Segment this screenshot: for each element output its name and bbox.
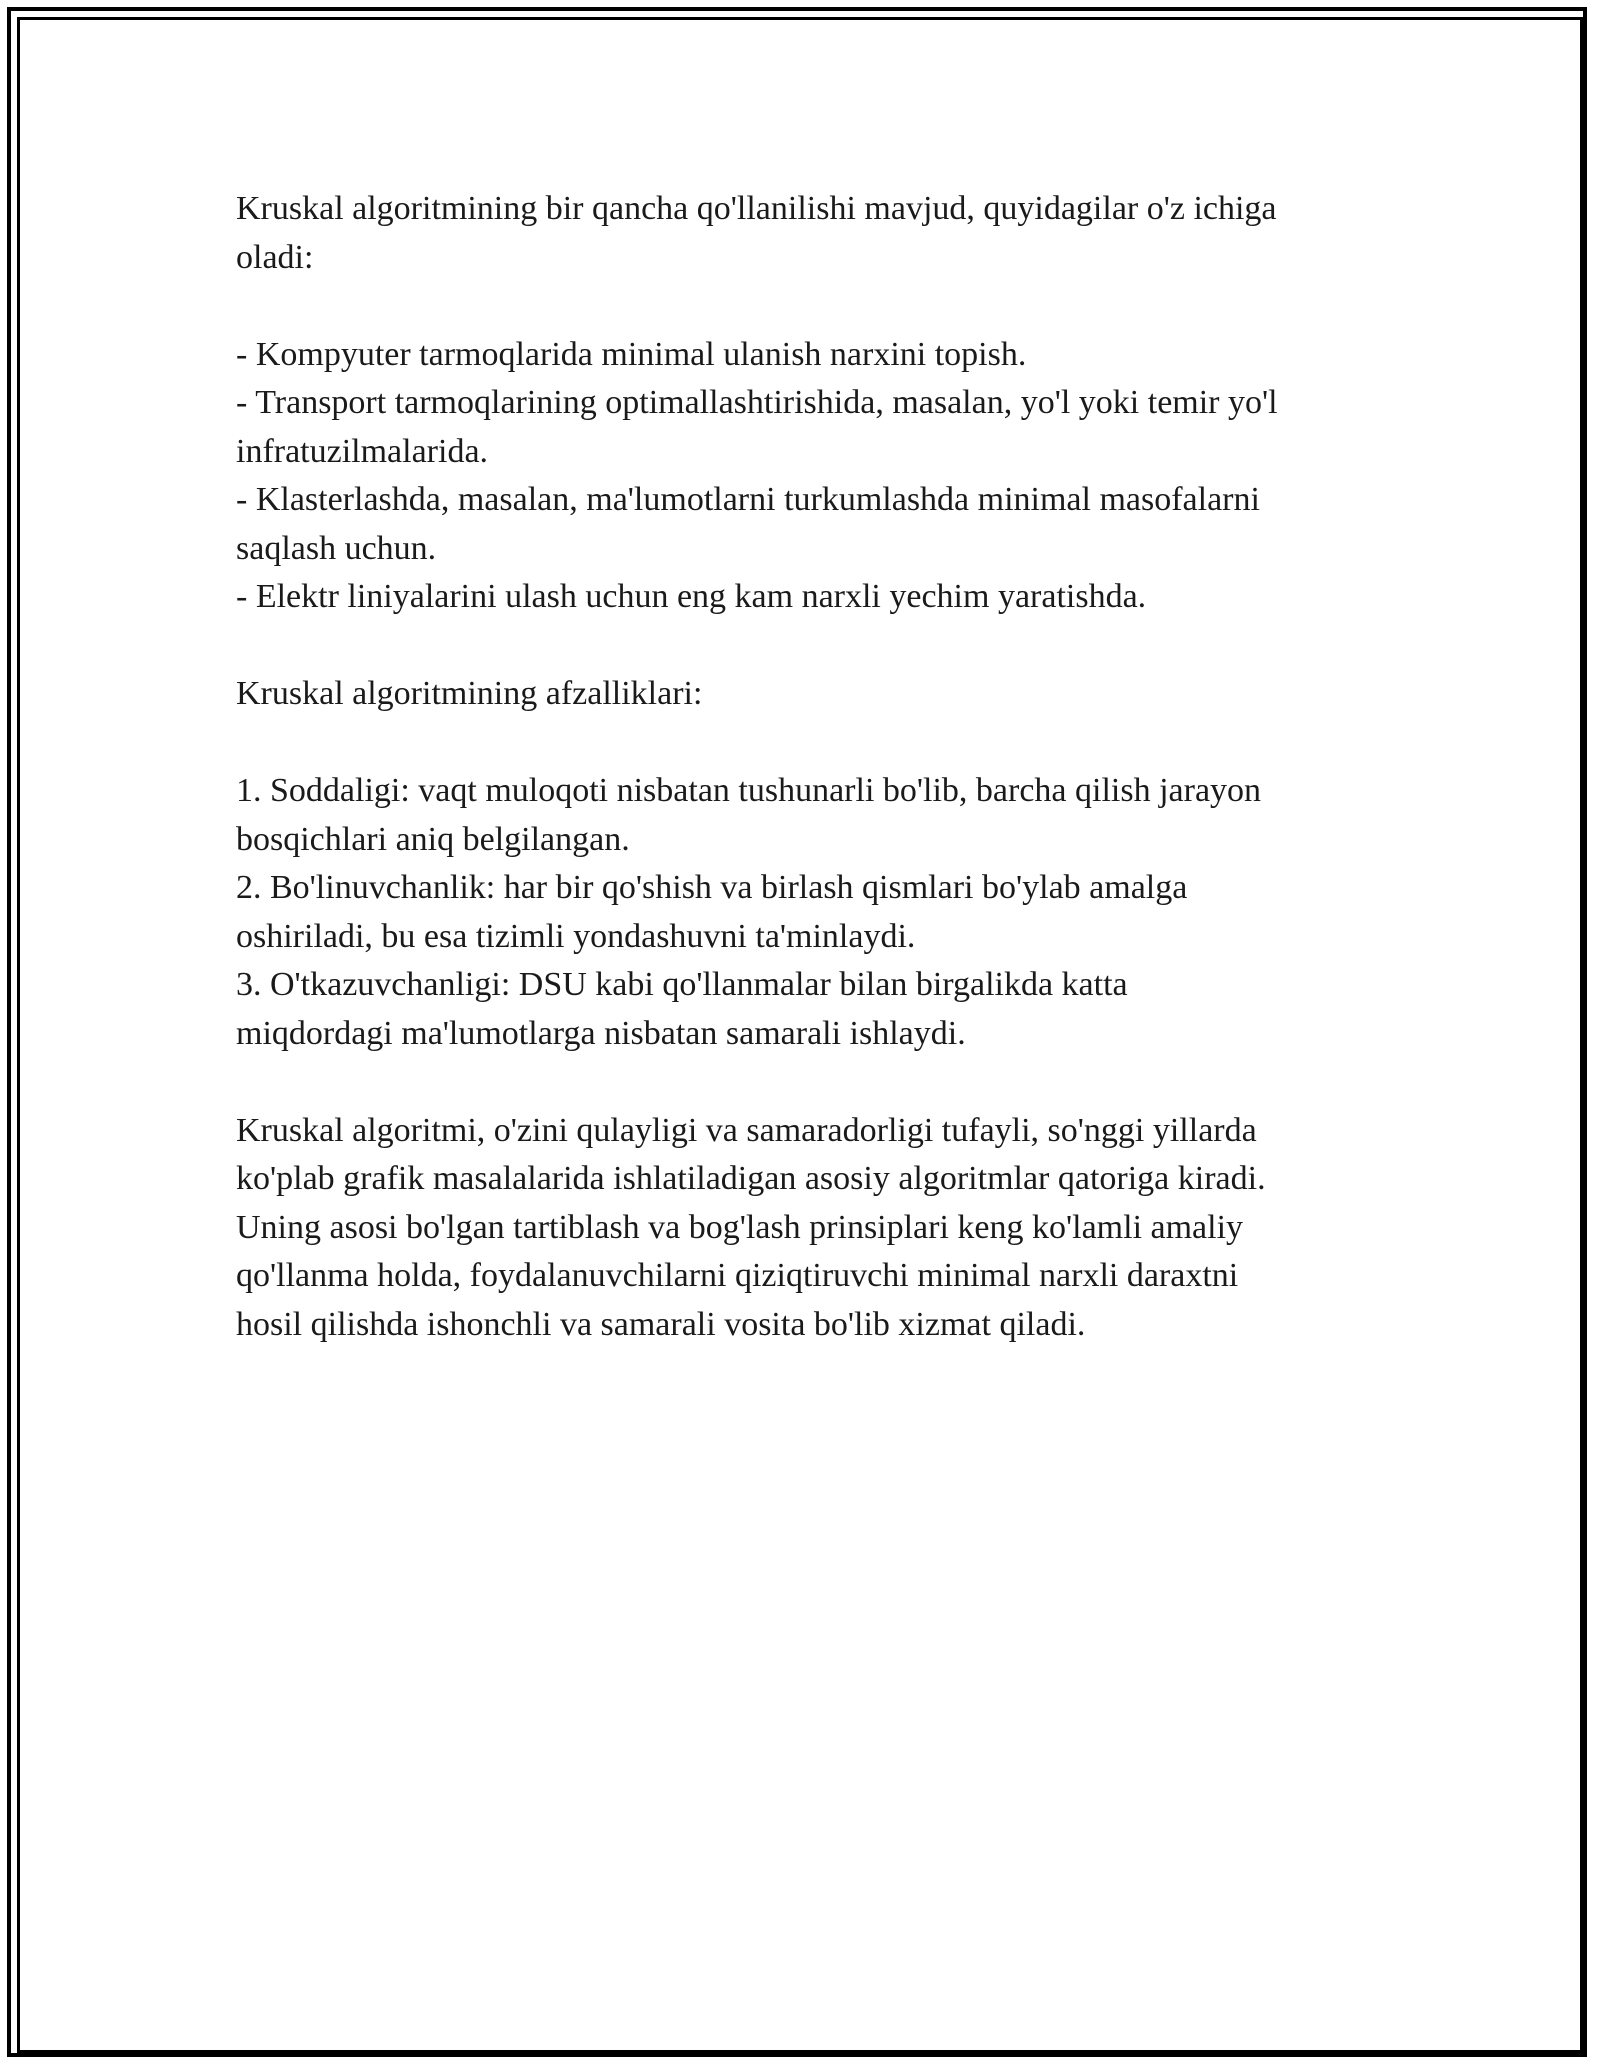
text-line: oladi: [236, 238, 314, 276]
text-line: 1. Soddaligi: vaqt muloqoti nisbatan tushunarli bo'lib, barcha qilish jarayon [236, 772, 1262, 809]
paragraph-gap [236, 719, 1396, 768]
paragraph-gap [236, 282, 1396, 331]
text-line: - Klasterlashda, masalan, ma'lumotlarni turkumlashda minimal masofalarni [236, 481, 1260, 518]
list-item [236, 864, 1396, 961]
text-line: Uning asosi bo'lgan tartiblash va bog'lash prinsiplari keng ko'lamli amaliy [236, 1208, 1244, 1246]
text-line: saqlash uchun. [236, 529, 437, 567]
list-item [236, 331, 1396, 380]
text-line: qo'llanma holda, foydalanuvchilarni qiziqtiruvchi minimal narxli daraxtni [236, 1257, 1239, 1294]
text-line: Kruskal algoritmi, o'zini qulayligi va samaradorligi tufayli, so'nggi yillarda [236, 1111, 1257, 1149]
text-line: Kruskal algoritmining bir qancha qo'llanilishi mavjud, quyidagilar o'z ichiga [236, 190, 1277, 227]
text-line: - Elektr liniyalarini ulash uchun eng kam narxli yechim yaratishda. [236, 578, 1147, 615]
advantages-heading [236, 670, 1396, 719]
list-item [236, 476, 1396, 573]
text-line: 2. Bo'linuvchanlik: har bir qo'shish va birlash qismlari bo'ylab amalga [236, 869, 1188, 906]
list-item [236, 767, 1396, 864]
text-line: Kruskal algoritmining afzalliklari: [236, 675, 703, 712]
list-item [236, 379, 1396, 476]
list-item [236, 961, 1396, 1058]
text-line: - Kompyuter tarmoqlarida minimal ulanish narxini topish. [236, 335, 1027, 373]
text-line: - Transport tarmoqlarining optimallashtirishida, masalan, yo'l yoki temir yo'l [236, 384, 1278, 421]
text-line: bosqichlari aniq belgilangan. [236, 820, 630, 858]
applications-list [236, 331, 1396, 622]
paragraph-gap [236, 622, 1396, 671]
text-line: miqdordagi ma'lumotlarga nisbatan samarali ishlaydi. [236, 1014, 966, 1052]
document-body [236, 185, 1396, 1349]
conclusion-paragraph [236, 1107, 1396, 1350]
text-line: hosil qilishda ishonchli va samarali vosita bo'lib xizmat qiladi. [236, 1305, 1086, 1343]
paragraph-gap [236, 1058, 1396, 1107]
advantages-list [236, 767, 1396, 1058]
text-line: oshiriladi, bu esa tizimli yondashuvni ta'minlaydi. [236, 917, 916, 955]
text-line: ko'plab grafik masalalarida ishlatiladigan asosiy algoritmlar qatoriga kiradi. [236, 1160, 1266, 1197]
text-line: 3. O'tkazuvchanligi: DSU kabi qo'llanmalar bilan birgalikda katta [236, 966, 1128, 1003]
intro-paragraph [236, 185, 1396, 282]
text-line: infratuzilmalarida. [236, 432, 489, 470]
list-item [236, 573, 1396, 622]
